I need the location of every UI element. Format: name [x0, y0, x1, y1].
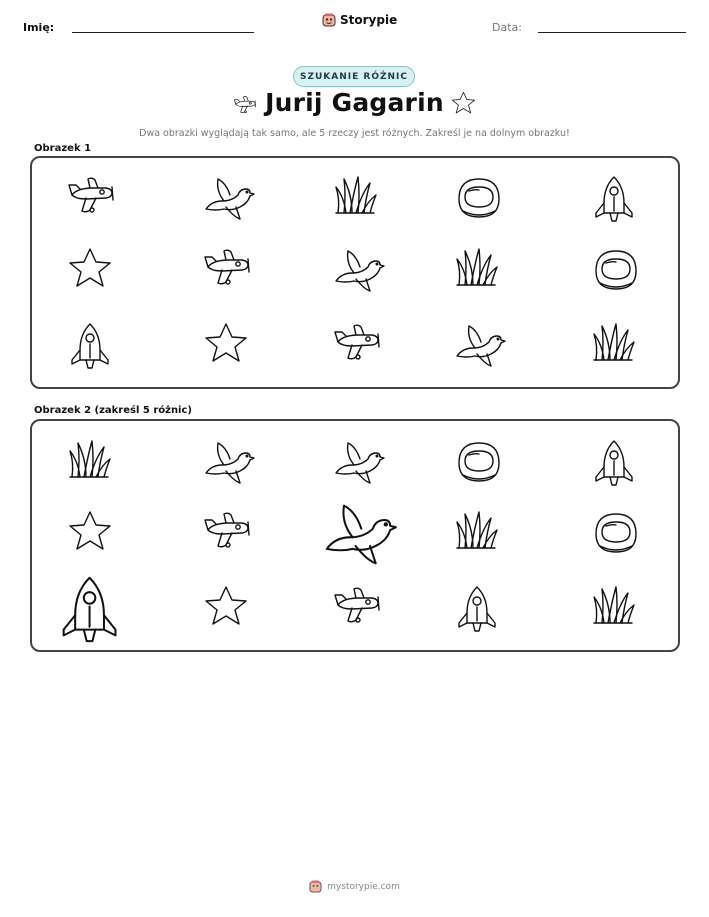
panel-2-label: Obrazek 2 (zakreśl 5 różnic) [34, 405, 192, 416]
plane-icon [66, 173, 116, 223]
plane-icon [332, 320, 382, 370]
rocket-icon [590, 173, 640, 223]
rocket-icon[interactable] [453, 583, 503, 633]
rocket-icon[interactable] [590, 437, 640, 487]
date-label: Data: [492, 21, 522, 34]
footer [0, 880, 709, 893]
title-star-icon [450, 90, 478, 122]
grass-icon [590, 320, 640, 370]
rocket-icon-large[interactable] [55, 572, 127, 644]
bird-icon-large[interactable] [321, 497, 393, 569]
plane-icon [202, 245, 252, 295]
bird-icon[interactable] [202, 437, 252, 487]
name-line[interactable] [72, 32, 254, 33]
helmet-icon[interactable] [453, 437, 503, 487]
picture-2-panel[interactable] [30, 419, 680, 652]
bird-icon [332, 245, 382, 295]
bird-icon [453, 320, 503, 370]
date-line[interactable] [538, 32, 686, 33]
footer-url: mystorypie.com [327, 881, 400, 892]
plane-icon[interactable] [202, 508, 252, 558]
picture-1-panel [30, 156, 680, 389]
star-icon[interactable] [66, 508, 116, 558]
grass-icon[interactable] [66, 437, 116, 487]
instruction-text: Dwa obrazki wyglądają tak samo, ale 5 rzeczy jest różnych. Zakreśl je na dolnym obrazku! [139, 128, 570, 139]
category-badge: SZUKANIE RÓŻNIC [293, 66, 415, 87]
name-label: Imię: [23, 21, 55, 34]
bird-icon[interactable] [332, 437, 382, 487]
star-icon[interactable] [202, 583, 252, 633]
storypie-logo-icon [322, 13, 336, 27]
grass-icon [332, 173, 382, 223]
star-icon [202, 320, 252, 370]
helmet-icon [453, 173, 503, 223]
panel-1-label: Obrazek 1 [34, 143, 92, 154]
brand-name: Storypie [340, 13, 398, 27]
storypie-logo-icon [309, 880, 322, 893]
helmet-icon [590, 245, 640, 295]
grass-icon[interactable] [590, 583, 640, 633]
brand [322, 13, 397, 27]
rocket-icon [66, 320, 116, 370]
grass-icon[interactable] [453, 508, 503, 558]
plane-icon[interactable] [332, 583, 382, 633]
grass-icon [453, 245, 503, 295]
bird-icon [202, 173, 252, 223]
page-title: Jurij Gagarin [265, 88, 444, 117]
star-icon [66, 245, 116, 295]
helmet-icon[interactable] [590, 508, 640, 558]
